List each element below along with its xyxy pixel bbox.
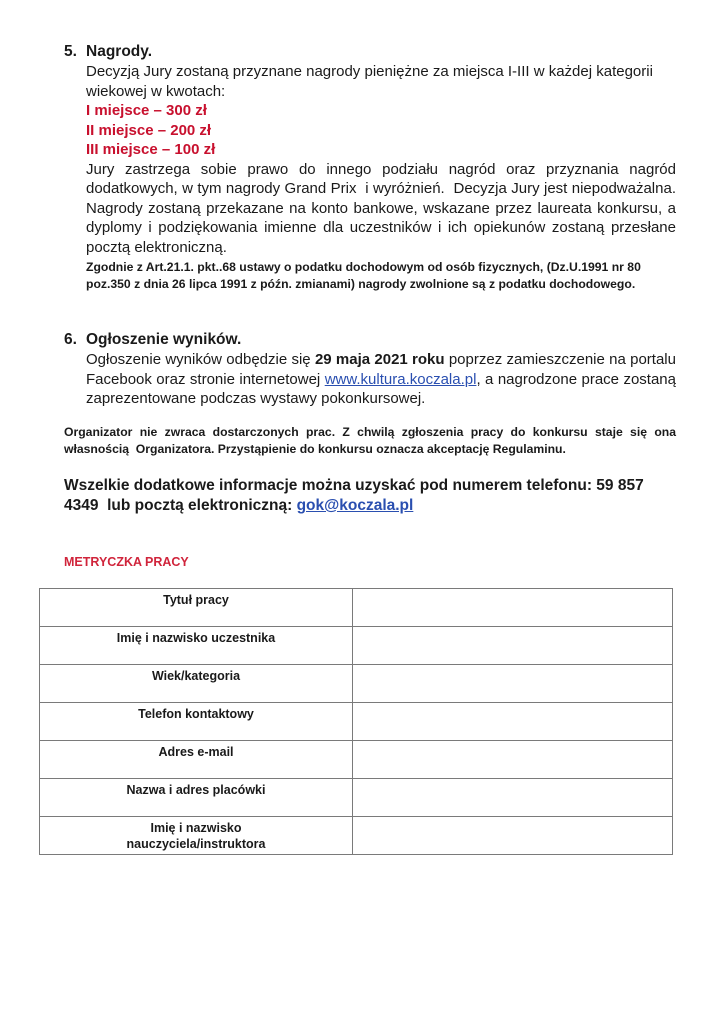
intro-line: wiekowej w kwotach: [86,82,226,100]
prize-third: III miejsce – 100 zł [86,141,216,158]
entry-form-table [39,588,673,855]
section-title: Ogłoszenie wyników. [86,331,242,348]
prize-second: II miejsce – 200 zł [86,121,212,139]
results-text: , a nagrodzone prace zostaną zaprezentowane podczas wystawy pokonkursowej. [86,370,676,407]
table-row [40,627,673,665]
field-value-phone[interactable] [353,703,673,741]
table-row [40,817,673,855]
website-link[interactable]: www.kultura.koczala.pl [324,370,477,388]
section-heading [64,330,676,350]
results-date: 29 maja 2021 roku [314,351,445,368]
section-results [64,330,676,409]
form-title: METRYCZKA PRACY [64,555,189,569]
table-row [40,589,673,627]
field-label: Nazwa i adres placówki [40,779,353,817]
field-value-participant-name[interactable] [353,627,673,665]
table-row [40,779,673,817]
results-paragraph [86,350,676,409]
field-value-email[interactable] [353,741,673,779]
field-label: Adres e-mail [40,741,353,779]
prize-first: I miejsce – 300 zł [86,102,207,119]
field-label: Telefon kontaktowy [40,703,353,741]
prize-list [86,101,676,160]
organizer-note: Organizator nie zwraca dostarczonych prac. Z chwilą zgłoszenia pracy do konkursu staje się ona własnością Organizatora. Przystąpienie do konkursu oznacza akceptację Regulaminu. [64,425,680,456]
field-value-teacher[interactable] [353,817,673,855]
field-label: Wiek/kategoria [40,665,353,703]
results-text: poprzez zamieszczenie na portalu Facebook oraz stronie internetowej [86,351,676,388]
results-text: Ogłoszenie wyników odbędzie się [86,351,315,368]
field-value-title[interactable] [353,589,673,627]
tax-note: Zgodnie z Art.21.1. pkt..68 ustawy o podatku dochodowym od osób fizycznych, (Dz.U.1991 nr 80 poz.350 z dnia 26 lipca 1991 z późn. zmianami) nagrody zwolnione są z podatku dochodowego. [86,260,641,291]
table-row [40,665,673,703]
jury-paragraph: Jury zastrzega sobie prawo do innego podziału nagród oraz przyznania nagród dodatkowych, w tym nagrody Grand Prix i wyróżnień. Decyzja Jury jest niepodważalna. Nagrody zostaną przekazane na konto bankowe, wskazane przez laureata konkursu, a dyplomy i podziękowania imienne dla uczestników i ich opiekunów zostaną przesłane pocztą elektroniczną. [86,160,681,256]
contact-info [64,476,676,516]
intro-line: Decyzją Jury zostaną przyznane nagrody pieniężne za miejsca I-III w każdej kategorii [86,63,653,80]
field-label: Imię i nazwisko uczestnika [40,627,353,665]
section-number: 6. [64,331,77,348]
field-label: Tytuł pracy [40,589,353,627]
contact-text: Wszelkie dodatkowe informacje można uzyskać pod numerem telefonu: 59 857 4349 lub pocztą elektroniczną: [64,477,649,514]
field-label: Imię i nazwisko nauczyciela/instruktora [40,817,353,855]
email-link[interactable]: gok@koczala.pl [296,497,414,514]
field-value-age-category[interactable] [353,665,673,703]
field-value-institution[interactable] [353,779,673,817]
section-number: 5. [64,43,77,60]
table-row [40,741,673,779]
section-title: Nagrody. [86,43,153,60]
prizes-intro [86,62,676,101]
table-row [40,703,673,741]
section-prizes [64,42,681,293]
section-heading [64,42,676,62]
